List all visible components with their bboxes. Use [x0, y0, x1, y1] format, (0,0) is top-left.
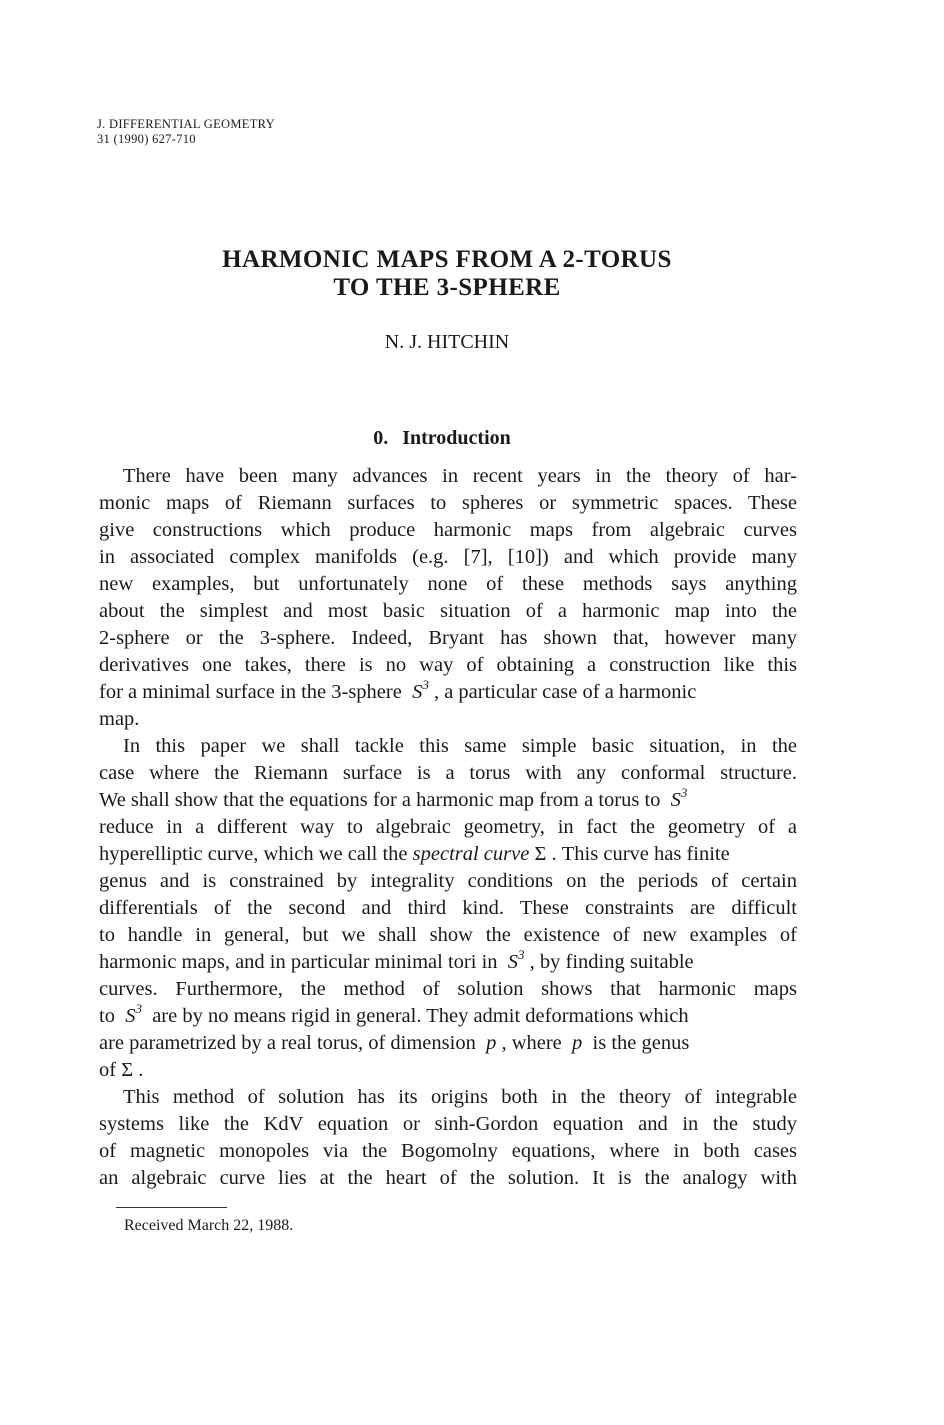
text-line: reduce in a different way to algebraic geometry, in fact the geometry of a	[99, 816, 797, 838]
section-number: 0.	[373, 427, 389, 449]
journal-name: J. DIFFERENTIAL GEOMETRY	[97, 117, 275, 131]
text-span: , by finding suitable	[529, 951, 694, 973]
journal-header	[97, 117, 275, 147]
text-line	[99, 787, 687, 814]
text-span: Σ . This curve has finite	[534, 843, 730, 865]
paper-title-line-1: HARMONIC MAPS FROM A 2-TORUS	[222, 246, 672, 273]
text-span: is the genus	[592, 1032, 690, 1054]
text-line: to handle in general, but we shall show the existence of new examples of	[99, 924, 797, 946]
footnote-rule	[116, 1207, 227, 1208]
text-span: hyperelliptic curve, which we call the	[99, 843, 408, 865]
text-line	[99, 1003, 689, 1030]
text-line	[99, 679, 797, 706]
paper-title-line-2: TO THE 3-SPHERE	[333, 274, 561, 301]
text-span: to	[99, 1005, 115, 1027]
text-line: monic maps of Riemann surfaces to spheres or symmetric spaces. These	[99, 492, 797, 514]
paper-title	[0, 246, 894, 302]
footnote-received: Received March 22, 1988.	[124, 1217, 294, 1234]
text-span: harmonic maps, and in particular minimal tori in	[99, 951, 498, 973]
term-spectral-curve: spectral curve	[412, 843, 530, 865]
text-line: about the simplest and most basic situation of a harmonic map into the	[99, 600, 797, 622]
math-p: p	[486, 1032, 497, 1054]
text-line: case where the Riemann surface is a torus with any conformal structure.	[99, 762, 797, 784]
text-line: In this paper we shall tackle this same simple basic situation, in the	[123, 735, 797, 757]
text-line: genus and is constrained by integrality conditions on the periods of certain	[99, 870, 797, 892]
text-span: , where	[501, 1032, 562, 1054]
math-sphere: $S^3$	[670, 785, 688, 811]
text-span: are by no means rigid in general. They admit deformations which	[152, 1005, 689, 1027]
text-line: 2-sphere or the 3-sphere. Indeed, Bryant has shown that, however many	[99, 627, 797, 649]
section-heading	[0, 426, 884, 450]
text-line: give constructions which produce harmonic maps from algebraic curves	[99, 519, 797, 541]
journal-volume: 31 (1990) 627-710	[97, 132, 196, 146]
text-line: of magnetic monopoles via the Bogomolny equations, where in both cases	[99, 1140, 797, 1162]
math-sphere: $S^3$	[507, 947, 525, 973]
text-line: map.	[99, 708, 140, 730]
math-sphere: $S^3$	[412, 677, 429, 703]
text-span: , a particular case of a harmonic	[433, 681, 697, 703]
text-span: We shall show that the equations for a harmonic map from a torus to	[99, 789, 661, 811]
text-line: in associated complex manifolds (e.g. [7], [10]) and which provide many	[99, 546, 797, 568]
text-span: are parametrized by a real torus, of dimension	[99, 1032, 476, 1054]
text-line: There have been many advances in recent years in the theory of har-	[123, 465, 797, 487]
text-line	[99, 1030, 689, 1057]
text-line: new examples, but unfortunately none of these methods says anything	[99, 573, 797, 595]
text-line: derivatives one takes, there is no way of obtaining a construction like this	[99, 654, 797, 676]
text-line: of Σ .	[99, 1059, 144, 1081]
author: N. J. HITCHIN	[384, 331, 510, 353]
text-line	[99, 949, 694, 976]
text-line: differentials of the second and third kind. These constraints are difficult	[99, 897, 797, 919]
text-line: This method of solution has its origins both in the theory of integrable	[123, 1086, 797, 1108]
text-line: curves. Furthermore, the method of solution shows that harmonic maps	[99, 978, 797, 1000]
section-title: Introduction	[402, 427, 511, 449]
math-sphere: $S^3$	[125, 1001, 142, 1027]
math-p: p	[572, 1032, 583, 1054]
text-line: an algebraic curve lies at the heart of the solution. It is the analogy with	[99, 1167, 797, 1189]
text-line: systems like the KdV equation or sinh-Gordon equation and in the study	[99, 1113, 797, 1135]
text-line	[99, 841, 730, 868]
text-span: for a minimal surface in the 3-sphere	[99, 681, 402, 703]
